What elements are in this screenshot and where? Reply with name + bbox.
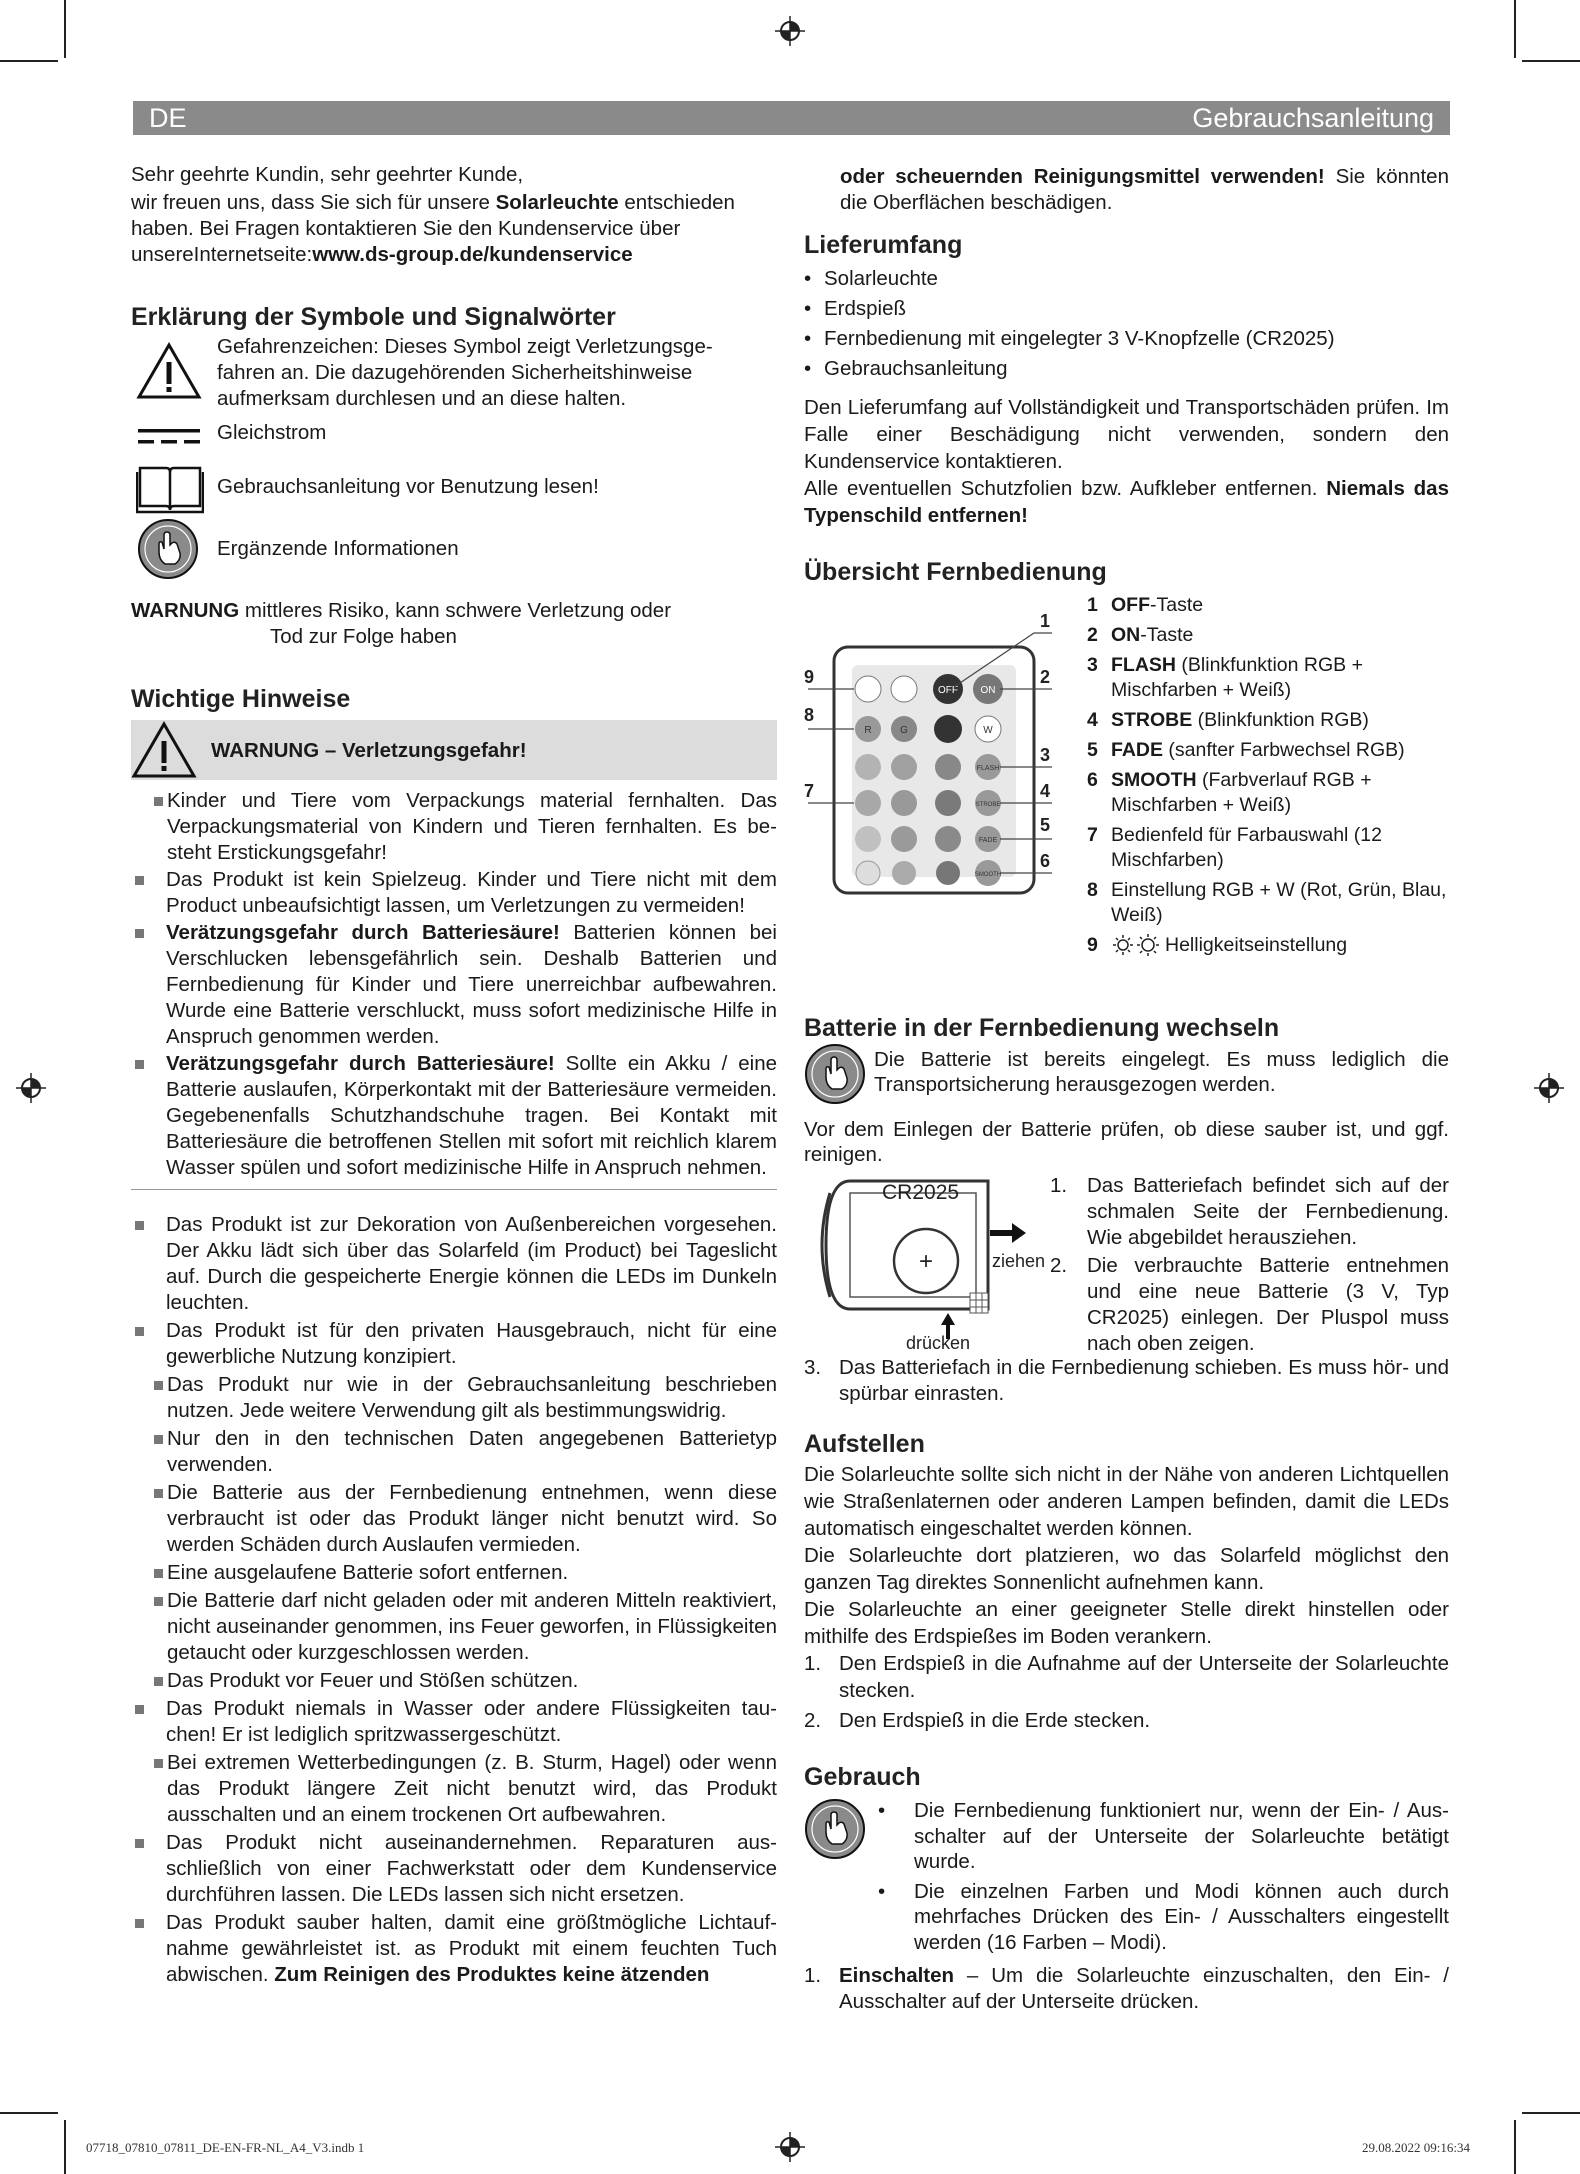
- list-item: 1. Einschalten – Um die Solarleuchte einzuschalten, den Ein- / Ausschalter auf der Unterseite drücken.: [804, 1964, 1449, 2013]
- document-title: Gebrauchsanleitung: [1192, 103, 1434, 133]
- callout-3: 3: [1040, 745, 1051, 765]
- usage-list: [131, 1212, 777, 1988]
- contents-foil: Alle eventuellen Schutzfolien bzw. Aufkleber entfernen. Niemals das Typenschild entfernen!: [804, 477, 1449, 527]
- info-hand-icon: [804, 1043, 866, 1105]
- divider: [131, 1189, 777, 1190]
- list-item: Nur den in den technischen Daten angegebenen Batterietyp verwenden.: [131, 1426, 777, 1478]
- heading-symbols: Erklärung der Symbole und Signalwörter: [131, 303, 616, 331]
- legend-item: 6 SMOOTH (Farbverlauf RGB + Mischfarben + Weiß): [1087, 769, 1372, 816]
- contents-list: [804, 264, 1449, 384]
- list-item: • Erdspieß: [804, 294, 1449, 324]
- crop-mark: [64, 2120, 66, 2174]
- registration-mark-icon: [1534, 1073, 1564, 1103]
- language-code: DE: [149, 103, 187, 133]
- heading-aufstellen: Aufstellen: [804, 1430, 925, 1458]
- battery-compartment-figure: [810, 1173, 1060, 1353]
- remote-key-off: OFF: [938, 685, 958, 696]
- callout-1: 1: [1040, 611, 1051, 631]
- usage-info: [804, 1798, 1449, 1955]
- remote-key-smooth: SMOOTH: [974, 872, 1002, 878]
- registration-mark-icon: [16, 1073, 46, 1103]
- list-item: • Gebrauchsanleitung: [804, 354, 1449, 384]
- list-item: Das Produkt niemals in Wasser oder andere Flüssigkeiten tauchen! Er ist lediglich spritzwassergeschützt.: [131, 1696, 777, 1748]
- legend-item: 1 OFF-Taste: [1087, 594, 1204, 616]
- remote-key-g: G: [900, 725, 908, 736]
- legend-item: 3 FLASH (Blinkfunktion RGB + Mischfarben + Weiß): [1087, 654, 1363, 701]
- list-item: Kinder und Tiere vom Verpackungs material fernhalten. Das Verpackungsmaterial von Kindern und Tieren fernhalten. Es besteht Erstickungsgefahr!: [131, 788, 777, 866]
- list-item: Das Produkt nur wie in der Gebrauchsanleitung beschrieben nutzen. Jede weitere Verwendung gilt als bestimmungswidrig.: [131, 1372, 777, 1424]
- remote-control-figure: [804, 603, 1064, 903]
- remote-key-w: W: [983, 725, 993, 736]
- battery-type-label: CR2025: [882, 1181, 960, 1204]
- legend-item: 2 ON-Taste: [1087, 624, 1194, 646]
- list-item: 3. Das Batteriefach in die Fernbedienung schieben. Es muss hör- und spürbar einrasten.: [804, 1356, 1449, 1405]
- list-item: Das Produkt vor Feuer und Stößen schützen.: [131, 1668, 777, 1694]
- crop-mark: [1522, 2112, 1580, 2114]
- registration-mark-icon: [775, 16, 805, 46]
- list-item: Bei extremen Wetterbedingungen (z. B. Sturm, Hagel) oder wenn das Produkt längere Zeit nicht benutzt wird, das Produkt ausschalten und an einem trockenen Ort aufbewahren.: [131, 1750, 777, 1828]
- list-item: Das Produkt ist kein Spielzeug. Kinder und Tiere nicht mit dem Product unbeaufsichtigt lassen, um Verletzungen zu vermeiden!: [131, 867, 777, 919]
- list-item: 1. Das Batteriefach befindet sich auf der schmalen Seite der Fernbedienung. Wie abgebildet herausziehen.: [1050, 1174, 1449, 1249]
- crop-mark: [64, 0, 66, 58]
- warning-definition: WARNUNG mittleres Risiko, kann schwere Verletzung oder Tod zur Folge haben: [131, 599, 672, 648]
- list-item: Die Batterie aus der Fernbedienung entnehmen, wenn diese verbraucht ist oder das Produkt länger nicht benutzt wird. So werden Schäden durch Auslaufen vermieden.: [131, 1480, 777, 1558]
- header-bar: [133, 101, 1450, 135]
- list-item: Verätzungsgefahr durch Batteriesäure! Sollte ein Akku / eine Batterie auslaufen, Körperkontakt mit der Batteriesäure vermeiden. Gegebenenfalls Schutzhandschuhe tragen. Bei Kontakt mit Batteriesäure die betroffenen Stellen mit sofort mit reichlich klarem Wasser spülen und sofort medizinische Hilfe in Anspruch nehmen.: [131, 1051, 777, 1181]
- left-column: [131, 162, 777, 1988]
- list-item: • Fernbedienung mit eingelegter 3 V-Knopfzelle (CR2025): [804, 324, 1449, 354]
- heading-lieferumfang: Lieferumfang: [804, 231, 963, 259]
- list-item: Das Produkt ist zur Dekoration von Außenbereichen vorgesehen. Der Akku lädt sich über das Solarfeld (im Product) bei Tageslicht auf. Durch die gespeicherte Energie können die LEDs im Dunkeln leuchten.: [131, 1212, 777, 1316]
- heading-batterie: Batterie in der Fernbedienung wechseln: [804, 1014, 1280, 1042]
- crop-mark: [0, 60, 58, 62]
- setup-text: Die Solarleuchte an einer geeigneter Stelle direkt hinstellen oder mithilfe des Erdspießes im Boden verankern.: [804, 1598, 1449, 1648]
- greeting: Sehr geehrte Kundin, sehr geehrter Kunde,: [131, 163, 524, 186]
- list-item: • Die einzelnen Farben und Modi können auch durch mehrfaches Drücken des Ein- / Ausschalters eingestellt werden (16 Farben – Modi).: [878, 1879, 1449, 1956]
- registration-mark-icon: [775, 2132, 805, 2162]
- callout-7: 7: [804, 781, 815, 801]
- right-column: [804, 162, 1449, 2015]
- legend-item: 9 Helligkeitseinstellung: [1087, 934, 1348, 956]
- brightness-icon: [1111, 934, 1161, 956]
- list-item: 1. Den Erdspieß in die Aufnahme auf der Unterseite der Solarleuchte stecken.: [804, 1652, 1449, 1702]
- remote-key-r: R: [864, 725, 872, 736]
- remote-key-strobe: STROBE: [975, 802, 1001, 808]
- info-hand-icon: [137, 518, 199, 580]
- footer-left: 07718_07810_07811_DE-EN-FR-NL_A4_V3.indb 1: [86, 2140, 365, 2155]
- crop-mark: [1514, 2120, 1516, 2174]
- footer-right: 29.08.2022 09:16:34: [1362, 2140, 1470, 2155]
- legend-item: 8 Einstellung RGB + W (Rot, Grün, Blau, Weiß): [1087, 879, 1447, 926]
- safety-list: [131, 788, 777, 1181]
- plus-pole-label: +: [918, 1248, 934, 1275]
- list-item: Die Batterie darf nicht geladen oder mit anderen Mitteln reaktiviert, nicht auseinander genommen, ins Feuer geworfen, in Flüssigkeiten getaucht oder kurzgeschlossen werden.: [131, 1588, 777, 1666]
- heading-gebrauch: Gebrauch: [804, 1763, 921, 1791]
- list-item: Das Produkt sauber halten, damit eine größtmögliche Lichtaufnahme gewährleistet ist. as Produkt mit einem feuchten Tuch abwischen. Zum Reinigen des Produktes keine ätzenden: [131, 1910, 777, 1988]
- warning-box: [131, 720, 777, 780]
- info-hand-icon: [804, 1798, 866, 1860]
- intro-text: wir freuen uns, dass Sie sich für unsere Solarleuchte entschieden haben. Bei Fragen kontaktieren Sie den Kundenservice über unsereInternetseite:www.ds-group.de/kundenservice: [131, 191, 735, 266]
- callout-2: 2: [1040, 667, 1051, 687]
- press-label: drücken: [906, 1333, 971, 1353]
- list-item: • Die Fernbedienung funktioniert nur, wenn der Ein- / Ausschalter auf der Unterseite der Solarleuchte betätigt wurde.: [878, 1798, 1449, 1875]
- crop-mark: [1514, 0, 1516, 58]
- remote-overview: [804, 593, 1449, 1023]
- symbol-info: Ergänzende Informationen: [131, 520, 777, 578]
- pull-label: ziehen: [992, 1251, 1046, 1271]
- list-item: • Solarleuchte: [804, 264, 1449, 294]
- warning-triangle-icon: [136, 342, 202, 400]
- setup-text: Die Solarleuchte dort platzieren, wo das Solarfeld möglichst den ganzen Tag direktes Sonnenlicht aufnehmen kann.: [804, 1544, 1449, 1594]
- callout-6: 6: [1040, 851, 1051, 871]
- remote-legend: [1087, 593, 1449, 958]
- crop-mark: [0, 2112, 58, 2114]
- legend-item: 7 Bedienfeld für Farbauswahl (12 Mischfarben): [1087, 824, 1382, 871]
- battery-steps-text: [1052, 1173, 1449, 1357]
- heading-hinweise: Wichtige Hinweise: [131, 685, 351, 713]
- list-item: Das Produkt ist für den privaten Hausgebrauch, nicht für eine gewerbliche Nutzung konzipiert.: [131, 1318, 777, 1370]
- list-item: Das Produkt nicht auseinandernehmen. Reparaturen ausschließlich von einer Fachwerkstatt oder dem Kundenservice durchführen lassen. Die LEDs lassen sich nicht ersetzen.: [131, 1830, 777, 1908]
- remote-key-on: ON: [980, 685, 996, 696]
- list-item: 2. Die verbrauchte Batterie entnehmen und eine neue Batterie (3 V, Typ CR2025) einlegen. Der Pluspol muss nach oben zeigen.: [1050, 1254, 1449, 1355]
- heading-uebersicht: Übersicht Fernbedienung: [804, 558, 1107, 586]
- list-item: Verätzungsgefahr durch Batteriesäure! Batterien können bei Verschlucken lebensgefährlich sein. Deshalb Batterien und Fernbedienung für Kinder und Tiere unerreichbar aufbewahren. Wurde eine Batterie verschluckt, muss sofort medizinische Hilfe in Anspruch genommen werden.: [131, 920, 777, 1050]
- legend-item: 5 FADE (sanfter Farbwechsel RGB): [1087, 739, 1405, 761]
- list-item: 2. Den Erdspieß in die Erde stecken.: [804, 1709, 1151, 1732]
- open-book-icon: [136, 460, 204, 514]
- callout-5: 5: [1040, 815, 1051, 835]
- callout-8: 8: [804, 705, 815, 725]
- callout-4: 4: [1040, 781, 1051, 801]
- battery-info: Die Batterie ist bereits eingelegt. Es muss lediglich die Transportsicherung herausgezogen werden.: [804, 1047, 1449, 1103]
- warning-triangle-icon: [131, 721, 197, 779]
- callout-9: 9: [804, 667, 815, 687]
- warning-box-text: WARNUNG – Verletzungsgefahr!: [211, 739, 527, 762]
- remote-key-fade: FADE: [978, 837, 998, 844]
- battery-steps: [804, 1173, 1449, 1357]
- list-item: Eine ausgelaufene Batterie sofort entfernen.: [131, 1560, 777, 1586]
- symbol-dc: Gleichstrom: [131, 420, 777, 454]
- crop-mark: [1522, 60, 1580, 62]
- cleaning-continued: oder scheuernden Reinigungsmittel verwenden! Sie könnten die Oberflächen beschädigen.: [840, 165, 1449, 214]
- battery-check: Vor dem Einlegen der Batterie prüfen, ob diese sauber ist, und ggf. reinigen.: [804, 1118, 1449, 1166]
- direct-current-icon: [136, 424, 202, 448]
- remote-key-flash: FLASH: [976, 765, 1000, 772]
- contents-check: Den Lieferumfang auf Vollständigkeit und Transportschäden prüfen. Im Falle einer Beschädigung nicht verwenden, sondern den Kundenservice kontaktieren.: [804, 396, 1449, 473]
- legend-item: 4 STROBE (Blinkfunktion RGB): [1087, 709, 1369, 731]
- symbol-danger: Gefahrenzeichen: Dieses Symbol zeigt Verletzungsgefahren an. Die dazugehörenden Sicherheitshinweise aufmerksam durchlesen und an diese halten.: [131, 334, 777, 414]
- symbol-manual: Gebrauchsanleitung vor Benutzung lesen!: [131, 460, 777, 514]
- setup-text: Die Solarleuchte sollte sich nicht in der Nähe von anderen Lichtquellen wie Straßenlaternen oder anderen Lampen befinden, damit die LEDs automatisch eingeschaltet werden können.: [804, 1463, 1449, 1540]
